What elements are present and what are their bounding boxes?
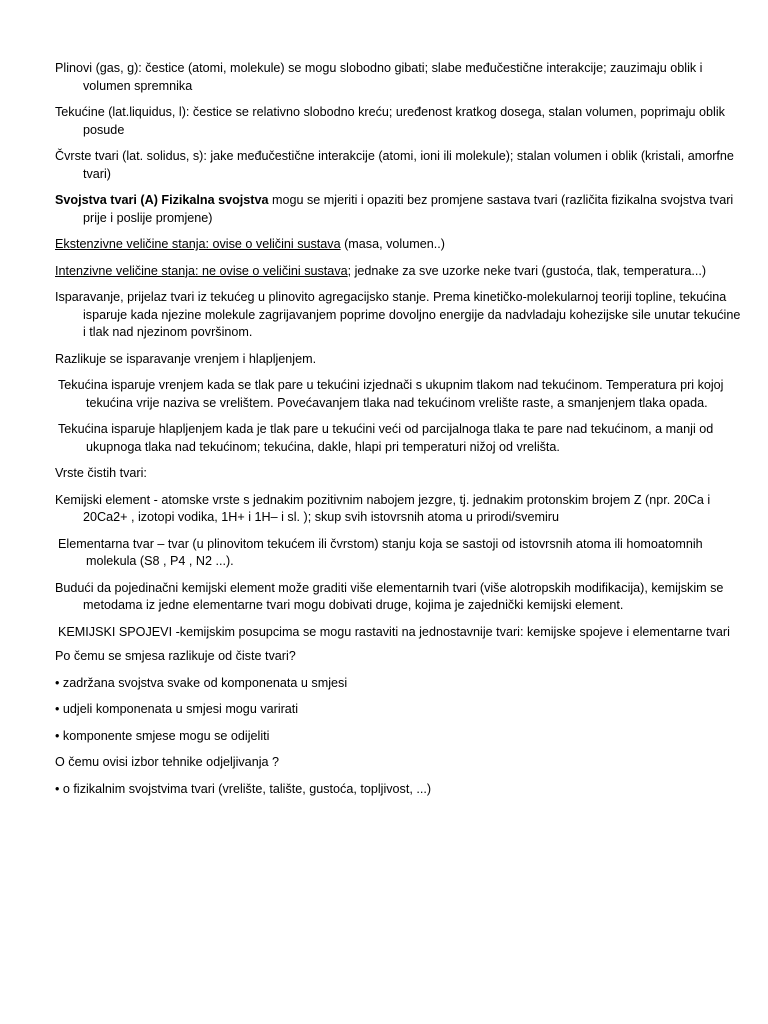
bullet-physical-properties: • o fizikalnim svojstvima tvari (vrelište, talište, gustoća, topljivost, ...): [55, 781, 432, 796]
paragraph-mixture-question: Po čemu se smjesa razlikuje od čiste tvari?: [55, 649, 296, 663]
paragraph-extensive: [55, 236, 745, 254]
document-page: [55, 60, 745, 807]
paragraph-chemical-element: Kemijski element - atomske vrste s jednakim pozitivnim nabojem jezgre, tj. jednakim protonskim brojem Z (npr. 20Ca i 20Ca2+ , izotopi vodika, 1H+ i 1H– i sl. ); skup svih istovrsnih atoma u prirodi/svemiru: [55, 492, 711, 524]
intensive-text: ; jednake za sve uzorke neke tvari (gustoća, tlak, temperatura...): [347, 263, 707, 278]
paragraph-evaporation: Isparavanje, prijelaz tvari iz tekućeg u plinovito agregacijsko stanje. Prema kinetičko-molekularnoj teoriji topline, tekućina isparuje kada njezine molekule zagrijavanjem poprime dovoljno energije da nadvladaju kohezijske sile unutar tekućine i tlak nad njezinom površinom.: [55, 290, 741, 339]
paragraph-compounds: KEMIJSKI SPOJEVI -kemijskim posupcima se mogu rastaviti na jednostavnije tvari: kemijske spojeve i elementarne tvari: [58, 624, 730, 639]
paragraph-intensive: [55, 263, 745, 281]
paragraph-separation-question: O čemu ovisi izbor tehnike odjeljivanja ?: [55, 755, 280, 769]
intensive-term: Intenzivne veličine stanja: ne ovise o veličini sustava: [55, 263, 348, 278]
physical-properties-heading: Svojstva tvari (A) Fizikalna svojstva: [55, 193, 269, 207]
paragraph-boiling: Tekućina isparuje vrenjem kada se tlak pare u tekućini izjednači s ukupnim tlakom nad tekućinom. Temperatura pri kojoj tekućina vrije naziva se vrelištem. Povećavanjem tlaka nad tekućinom vrelište raste, a smanjenjem tlaka opada.: [58, 378, 724, 410]
paragraph-physical-properties: [55, 192, 745, 227]
extensive-term: Ekstenzivne veličine stanja: ovise o veličini sustava: [55, 237, 341, 251]
paragraph-volatilization: Tekućina isparuje hlapljenjem kada je tlak pare u tekućini veći od parcijalnoga tlaka te pare nad tekućinom, a manji od ukupnoga tlaka nad tekućinom; tekućina, dakle, hlapi pri temperaturi nižoj od vrelišta.: [58, 422, 714, 454]
physical-properties-text: mogu se mjeriti i opaziti bez promjene sastava tvari (različita fizikalna svojstva tvari prije i poslije promjene): [83, 193, 734, 225]
extensive-text: (masa, volumen..): [340, 237, 445, 251]
paragraph-elementary-substance: Elementarna tvar – tvar (u plinovitom tekućem ili čvrstom) stanju koja se sastoji od istovrsnih atoma ili homoatomnih molekula (S8 , P4 , N2 ...).: [58, 536, 703, 568]
paragraph-allotropes: Budući da pojedinačni kemijski element može graditi više elementarnih tvari (više alotropskih modifikacija), kemijskim se metodama iz jedne elementarne tvari mogu dobivati druge, kojima je zajednički kemijski element.: [55, 580, 724, 612]
bullet-properties-retained: • zadržana svojstva svake od komponenata u smjesi: [55, 675, 348, 690]
paragraph-liquids: Tekućine (lat.liquidus, l): čestice se relativno slobodno kreću; uređenost kratkog dosega, stalan volumen, poprimaju oblik posude: [55, 105, 725, 137]
bullet-proportions-vary: • udjeli komponenata u smjesi mogu varirati: [55, 702, 299, 716]
paragraph-gases: Plinovi (gas, g): čestice (atomi, molekule) se mogu slobodno gibati; slabe međučestične interakcije; zauzimaju oblik i volumen spremnika: [55, 61, 703, 93]
paragraph-solids: Čvrste tvari (lat. solidus, s): jake međučestične interakcije (atomi, ioni ili molekule); stalan volumen i oblik (kristali, amorfne tvari): [55, 149, 734, 181]
paragraph-evaporation-types: Razlikuje se isparavanje vrenjem i hlapljenjem.: [55, 351, 317, 366]
bullet-components-separable: • komponente smjese mogu se odijeliti: [55, 728, 270, 743]
paragraph-pure-substances: Vrste čistih tvari:: [55, 466, 147, 480]
